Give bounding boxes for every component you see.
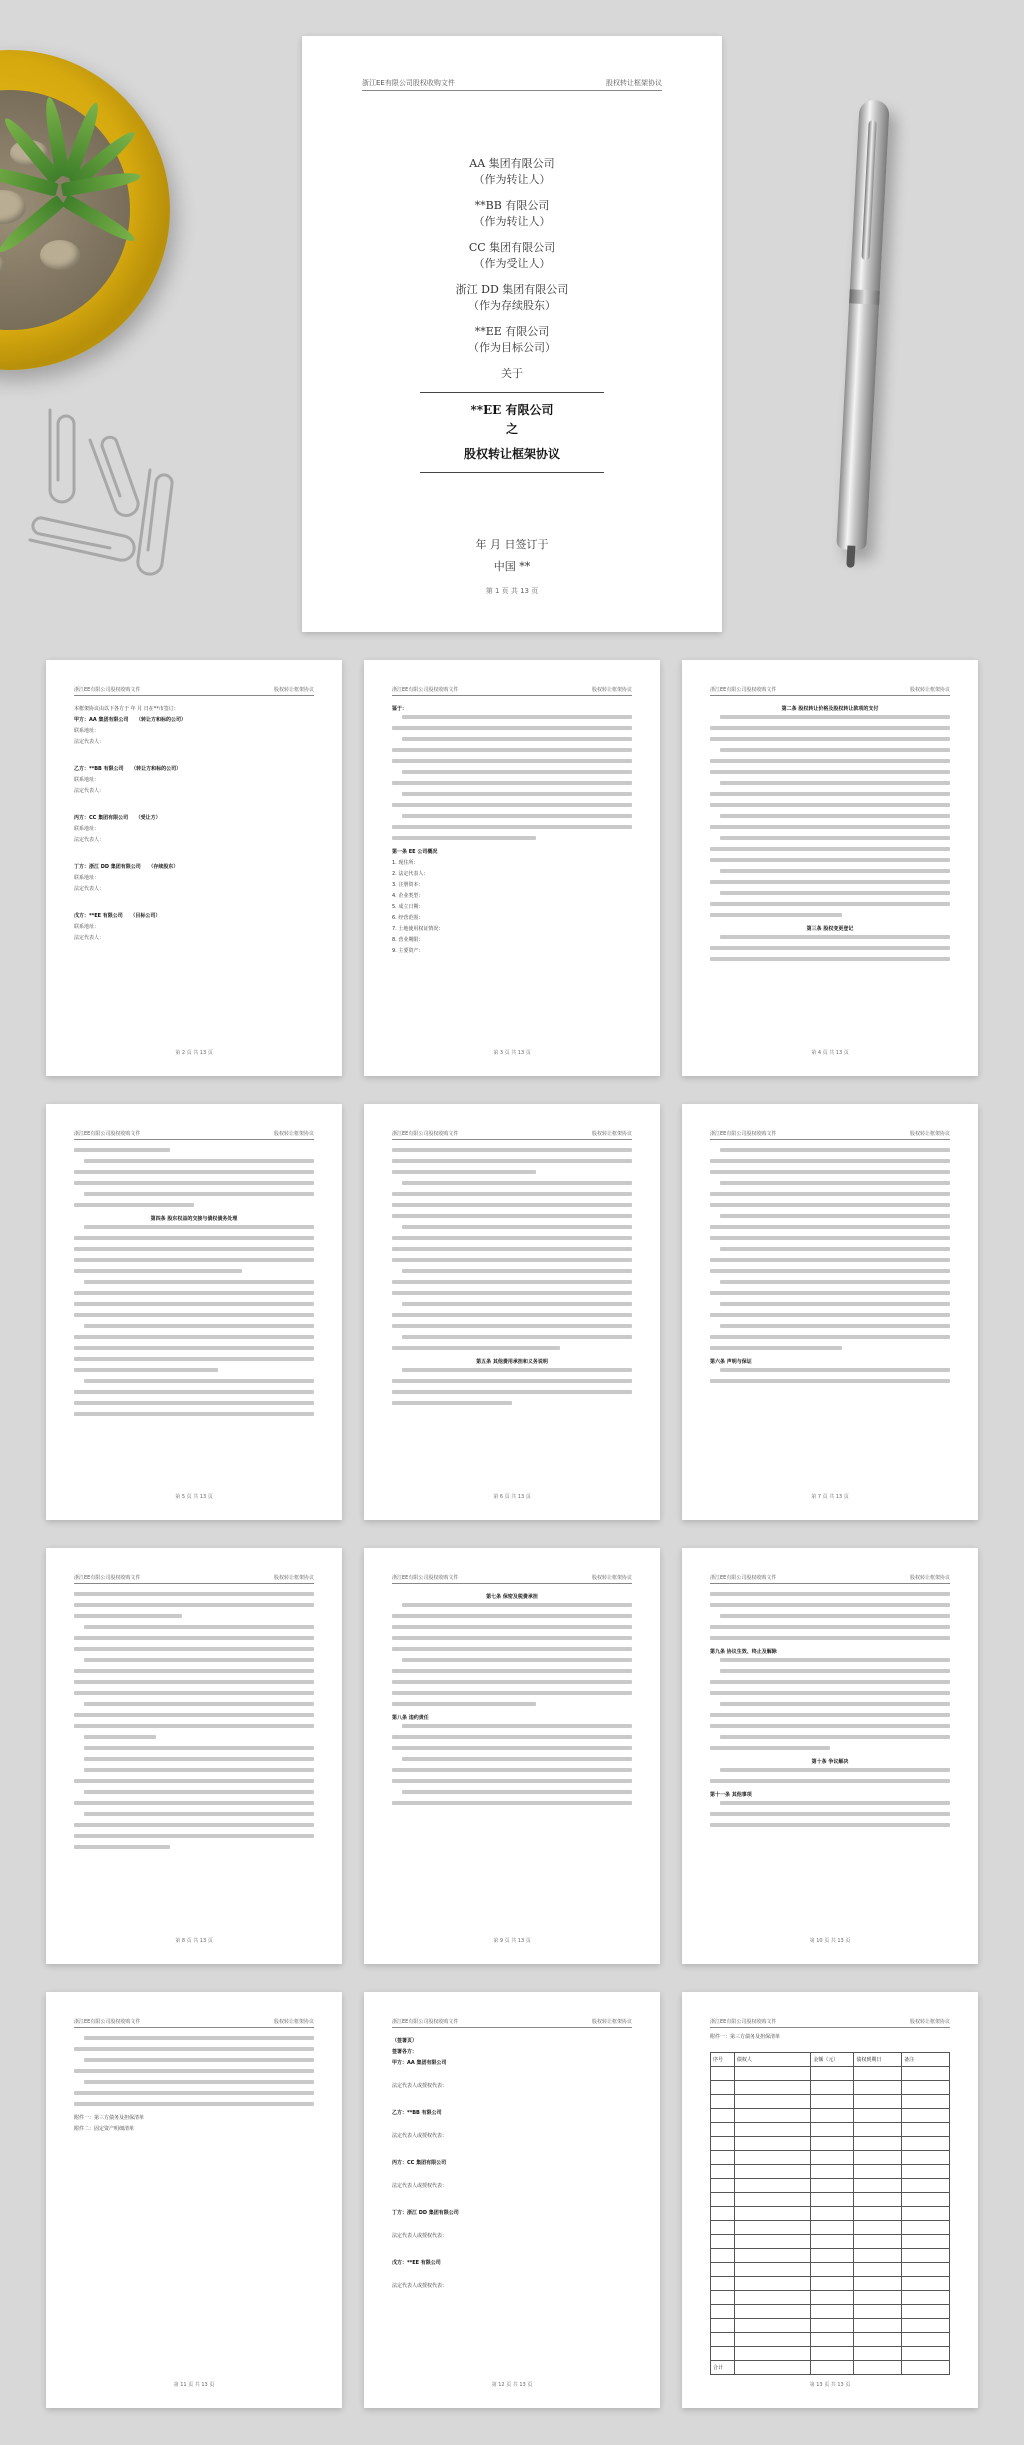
table-cell [811, 2347, 854, 2361]
table-cell [711, 2193, 735, 2207]
table-cell [854, 2277, 902, 2291]
table-cell [711, 2291, 735, 2305]
table-row [711, 2347, 950, 2361]
table-cell [811, 2333, 854, 2347]
debt-table [710, 2052, 950, 2375]
page-header: 浙江EE有限公司股权收购文件 股权转让框架协议 [710, 1574, 950, 1584]
table-cell [811, 2081, 854, 2095]
stone [0, 190, 26, 224]
page-body: 第七条 保密及税费承担 第八条 违约责任 [392, 1592, 632, 1812]
document-page-2 [46, 660, 342, 1076]
table-cell [811, 2095, 854, 2109]
table-cell [854, 2137, 902, 2151]
document-page-3 [364, 660, 660, 1076]
document-page-5 [46, 1104, 342, 1520]
table-row [711, 2081, 950, 2095]
table-cell [811, 2249, 854, 2263]
table-cell [711, 2235, 735, 2249]
page-header: 浙江EE有限公司股权收购文件 股权转让框架协议 [74, 1574, 314, 1584]
page-body: 第九条 协议生效、终止及解除 第十条 争议解决 第十一条 其他事项 [710, 1592, 950, 1834]
page-header: 浙江EE有限公司股权收购文件 股权转让框架协议 [392, 1130, 632, 1140]
document-page-4 [682, 660, 978, 1076]
page-number: 第 8 页 共 13 页 [175, 1938, 213, 1944]
table-cell [734, 2235, 810, 2249]
page-number: 第 3 页 共 13 页 [493, 1050, 531, 1056]
title-of: 之 [505, 422, 518, 436]
document-page-13-table [682, 1992, 978, 2408]
table-row [711, 2305, 950, 2319]
page-number: 第 6 页 共 13 页 [493, 1494, 531, 1500]
stone [0, 250, 4, 280]
page-header [362, 78, 662, 91]
table-total-row [711, 2361, 950, 2375]
table-row [711, 2123, 950, 2137]
table-row [711, 2067, 950, 2081]
table-cell [902, 2263, 950, 2277]
table-cell [811, 2151, 854, 2165]
table-header-row: 序号 债权人 金额（元） 债权到期日 备注 [711, 2053, 950, 2067]
table-cell [811, 2277, 854, 2291]
page-body [74, 1592, 314, 1856]
table-row [711, 2165, 950, 2179]
signing-date-block [302, 534, 722, 578]
page-number: 第 4 页 共 13 页 [811, 1050, 849, 1056]
party-block: **EE 有限公司 （作为目标公司） [468, 325, 556, 354]
table-cell [854, 2067, 902, 2081]
table-cell [811, 2235, 854, 2249]
table-row [711, 2291, 950, 2305]
table-row [711, 2179, 950, 2193]
table-cell [711, 2137, 735, 2151]
silver-pen-decoration [836, 100, 890, 551]
table-cell [811, 2361, 854, 2375]
table-cell [854, 2235, 902, 2249]
table-cell [902, 2095, 950, 2109]
table-cell [711, 2221, 735, 2235]
page-number: 第 1 页 共 13 页 [485, 587, 539, 595]
table-cell [711, 2263, 735, 2277]
table-cell [811, 2263, 854, 2277]
table-cell [711, 2347, 735, 2361]
page-header: 浙江EE有限公司股权收购文件 股权转让框架协议 [710, 1130, 950, 1140]
table-cell [734, 2123, 810, 2137]
table-cell [734, 2333, 810, 2347]
table-cell [854, 2347, 902, 2361]
table-cell [711, 2305, 735, 2319]
table-cell [902, 2305, 950, 2319]
table-cell [734, 2249, 810, 2263]
table-cell [734, 2277, 810, 2291]
attachment-item: 附件二：固定资产明细清单 [74, 2126, 135, 2132]
table-cell [854, 2333, 902, 2347]
table-cell [902, 2067, 950, 2081]
page-number: 第 9 页 共 13 页 [493, 1938, 531, 1944]
page-header: 浙江EE有限公司股权收购文件 股权转让框架协议 [74, 686, 314, 696]
table-cell [711, 2319, 735, 2333]
header-right-text: 股权转让框架协议 [606, 79, 662, 87]
table-cell [854, 2263, 902, 2277]
table-cell [811, 2305, 854, 2319]
table-cell [902, 2151, 950, 2165]
table-cell [734, 2137, 810, 2151]
table-cell [711, 2123, 735, 2137]
table-cell [902, 2333, 950, 2347]
party-block: AA 集团有限公司 （作为转让人） [469, 157, 555, 186]
table-cell [811, 2123, 854, 2137]
page-body: 第五条 其他费用承担和义务说明 [392, 1148, 632, 1412]
place-line: 中国 ** [493, 560, 531, 573]
table-cell [711, 2277, 735, 2291]
table-cell [854, 2123, 902, 2137]
table-row [711, 2137, 950, 2151]
table-cell [811, 2207, 854, 2221]
document-page-9 [364, 1548, 660, 1964]
table-cell [902, 2207, 950, 2221]
table-cell [711, 2249, 735, 2263]
page-body [74, 2036, 314, 2135]
table-cell [854, 2095, 902, 2109]
party-block: **BB 有限公司 （作为转让人） [473, 199, 551, 228]
table-cell [811, 2067, 854, 2081]
table-cell [811, 2165, 854, 2179]
title-document: 股权转让框架协议 [463, 447, 560, 461]
table-cell [902, 2235, 950, 2249]
table-cell [854, 2207, 902, 2221]
table-cell [854, 2319, 902, 2333]
table-row [711, 2319, 950, 2333]
table-row [711, 2193, 950, 2207]
divider [420, 472, 604, 473]
page-header: 浙江EE有限公司股权收购文件 股权转让框架协议 [392, 2018, 632, 2028]
divider [420, 392, 604, 393]
page-number: 第 13 页 共 13 页 [809, 2382, 851, 2388]
page-body: 第四条 股东权益的交接与债权债务处理 [74, 1148, 314, 1423]
table-row [711, 2207, 950, 2221]
page-header: 浙江EE有限公司股权收购文件 股权转让框架协议 [710, 686, 950, 696]
page-body: 第六条 声明与保证 [710, 1148, 950, 1390]
date-line: 年 月 日签订于 [475, 538, 549, 551]
page-header: 浙江EE有限公司股权收购文件 股权转让框架协议 [74, 2018, 314, 2028]
table-cell [711, 2081, 735, 2095]
page-header: 浙江EE有限公司股权收购文件 股权转让框架协议 [710, 2018, 950, 2028]
page-number: 第 12 页 共 13 页 [491, 2382, 533, 2388]
page-body: 本框架协议由以下各方于 年 月 日在**市签订： 甲方：AA 集团有限公司 （转让方和标的公司） 联系地址： 法定代表人： 乙方：**BB 有限公司 （转让方和标的公司） 联系地址： 法定代表人： 丙方：CC 集团有限公司 （受让方） 联系地址： 法定代表人： 丁方：浙江 DD 集团有限公司 （存续股东） 联系地址： 法定代表人： 戊方：**EE 有限公司 （目标公司） 联系地址： 法定代表人： [74, 706, 187, 941]
table-cell [854, 2249, 902, 2263]
table-row [711, 2109, 950, 2123]
title-company: **EE 有限公司 [470, 403, 554, 417]
table-row [711, 2095, 950, 2109]
table-cell [734, 2291, 810, 2305]
document-page-cover [302, 36, 722, 632]
page-body: 鉴于： 第一条 EE 公司概况 1. 现住所： 2. 法定代表人： 3. 注册资本： 4. 企业类型： 5. 成立日期： 6. 经营范围： 7. 土地使用权证情况： 8. 营业期限： 9. 主要资产： [392, 704, 632, 957]
table-cell [711, 2333, 735, 2347]
table-cell [902, 2277, 950, 2291]
table-cell [854, 2179, 902, 2193]
party-block: 浙江 DD 集团有限公司 （作为存续股东） [455, 283, 569, 312]
table-cell [734, 2179, 810, 2193]
table-cell [811, 2137, 854, 2151]
table-cell [811, 2193, 854, 2207]
table-cell [711, 2207, 735, 2221]
table-cell [734, 2151, 810, 2165]
page-number: 第 10 页 共 13 页 [809, 1938, 851, 1944]
table-row [711, 2235, 950, 2249]
table-cell [902, 2291, 950, 2305]
table-cell [854, 2109, 902, 2123]
table-row [711, 2221, 950, 2235]
table-cell [902, 2137, 950, 2151]
page-number: 第 5 页 共 13 页 [175, 1494, 213, 1500]
table-body [711, 2067, 950, 2375]
table-cell [854, 2361, 902, 2375]
table-cell [902, 2221, 950, 2235]
table-cell [734, 2319, 810, 2333]
about-label: 关于 [501, 367, 523, 380]
table-cell [854, 2291, 902, 2305]
table-cell [902, 2249, 950, 2263]
table-cell [711, 2165, 735, 2179]
document-page-12-signature [364, 1992, 660, 2408]
table-cell [902, 2109, 950, 2123]
cover-parties [302, 156, 722, 481]
table-title: 附件一：第三方债务及担保清单 [710, 2034, 781, 2040]
yellow-plate-decoration [0, 50, 170, 370]
table-cell [734, 2263, 810, 2277]
page-number: 第 7 页 共 13 页 [811, 1494, 849, 1500]
table-cell [854, 2081, 902, 2095]
table-row [711, 2333, 950, 2347]
table-cell [902, 2123, 950, 2137]
table-cell [734, 2067, 810, 2081]
party-block: CC 集团有限公司 （作为受让人） [468, 241, 556, 270]
table-row [711, 2263, 950, 2277]
table-cell [902, 2165, 950, 2179]
attachment-item: 附件一：第三方债务及担保清单 [74, 2115, 145, 2121]
table-cell [902, 2347, 950, 2361]
table-cell [711, 2095, 735, 2109]
signature-block: （签署页） 签署各方： 甲方：AA 集团有限公司 法定代表人或授权代表： 乙方：**BB 有限公司 法定代表人或授权代表： 丙方：CC 集团有限公司 法定代表人或授权代表： 丁方：浙江 DD 集团有限公司 法定代表人或授权代表： 戊方：**EE 有限公司 法定代表人或授权代表： [392, 2038, 459, 2289]
document-page-6 [364, 1104, 660, 1520]
table-cell [734, 2095, 810, 2109]
table-row [711, 2249, 950, 2263]
document-page-7 [682, 1104, 978, 1520]
table-cell [854, 2193, 902, 2207]
page-header: 浙江EE有限公司股权收购文件 股权转让框架协议 [392, 1574, 632, 1584]
document-page-11 [46, 1992, 342, 2408]
table-cell [902, 2361, 950, 2375]
table-cell [854, 2305, 902, 2319]
table-cell [711, 2109, 735, 2123]
total-label: 合计 [711, 2361, 735, 2375]
table-cell [854, 2165, 902, 2179]
page-header: 浙江EE有限公司股权收购文件 股权转让框架协议 [74, 1130, 314, 1140]
table-cell [854, 2221, 902, 2235]
table-row [711, 2151, 950, 2165]
table-row [711, 2277, 950, 2291]
table-cell [902, 2179, 950, 2193]
document-page-10 [682, 1548, 978, 1964]
table-cell [811, 2319, 854, 2333]
stone [40, 240, 80, 270]
table-cell [734, 2193, 810, 2207]
table-cell [811, 2291, 854, 2305]
page-header: 浙江EE有限公司股权收购文件 股权转让框架协议 [392, 686, 632, 696]
paper-clips-decoration [20, 400, 200, 590]
table-cell [734, 2109, 810, 2123]
table-cell [734, 2305, 810, 2319]
document-page-8 [46, 1548, 342, 1964]
table-cell [902, 2081, 950, 2095]
table-cell [734, 2081, 810, 2095]
table-cell [854, 2151, 902, 2165]
table-cell [902, 2319, 950, 2333]
page-number: 第 11 页 共 13 页 [173, 2382, 215, 2388]
table-cell [811, 2109, 854, 2123]
table-cell [734, 2361, 810, 2375]
table-cell [711, 2179, 735, 2193]
table-cell [811, 2221, 854, 2235]
table-cell [734, 2221, 810, 2235]
page-body: 第二条 股权转让价格及股权转让款项的支付 第三条 股权变更登记 [710, 704, 950, 968]
table-cell [902, 2193, 950, 2207]
table-cell [734, 2347, 810, 2361]
header-left-text: 浙江EE有限公司股权收购文件 [362, 79, 455, 87]
table-cell [711, 2067, 735, 2081]
table-cell [734, 2165, 810, 2179]
table-cell [711, 2151, 735, 2165]
table-cell [811, 2179, 854, 2193]
table-cell [734, 2207, 810, 2221]
page-number: 第 2 页 共 13 页 [175, 1050, 213, 1056]
